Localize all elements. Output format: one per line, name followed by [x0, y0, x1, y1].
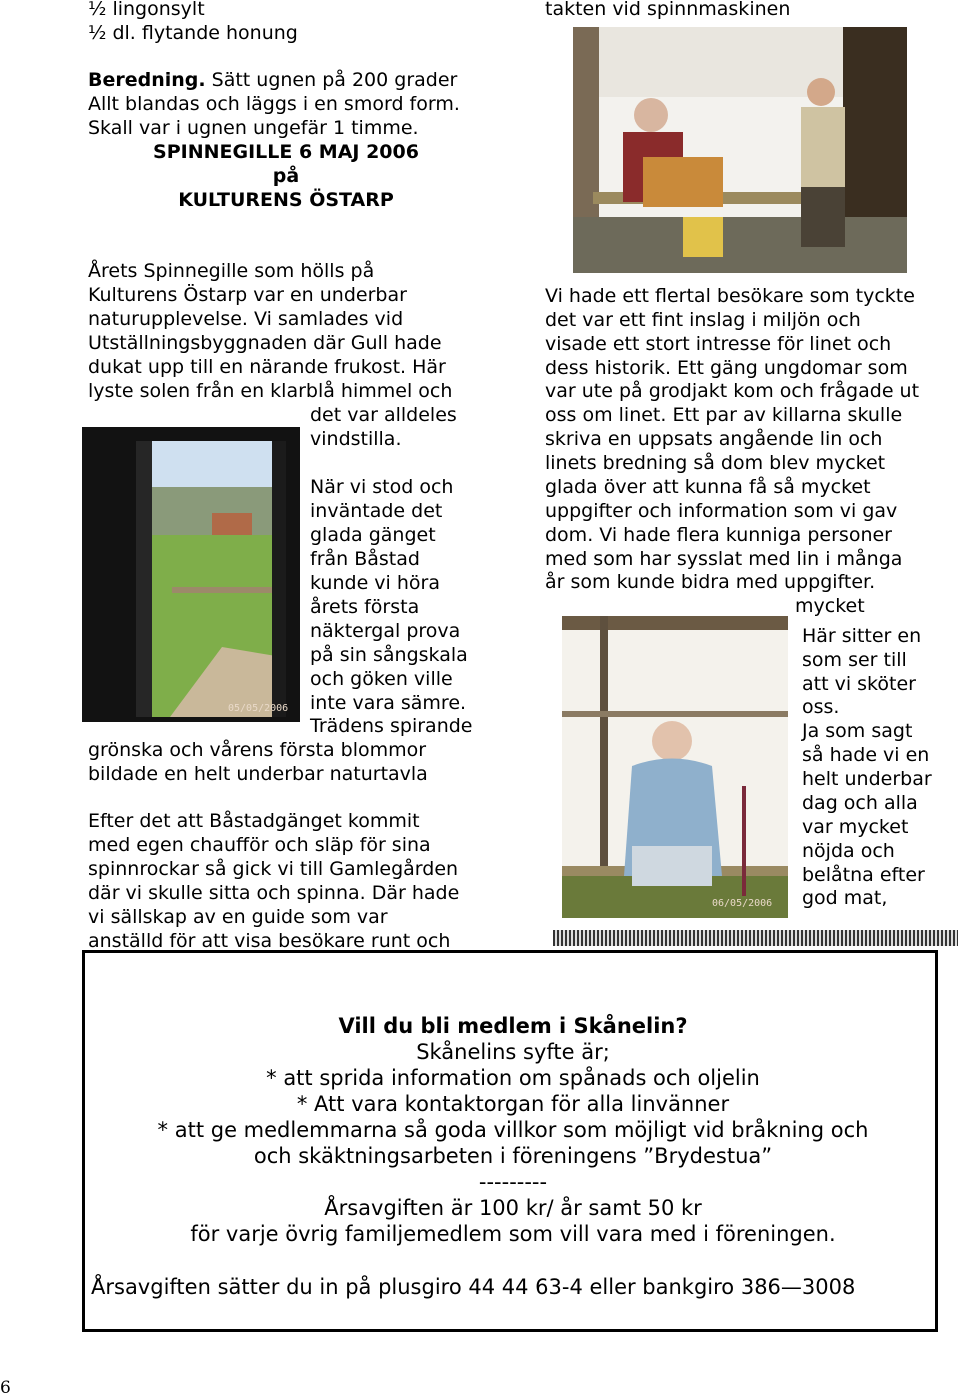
body-line: inte vara sämre. — [310, 692, 467, 714]
caption-line: som ser till — [802, 649, 907, 671]
body-line: visade ett stort intresse för linet och — [545, 333, 892, 355]
body-line: lyste solen från en klarblå himmel och — [88, 380, 453, 402]
body-line: vindstilla. — [310, 428, 402, 450]
ingredient: ½ lingonsylt — [88, 0, 205, 20]
dashed-divider — [553, 930, 958, 946]
caption-line: var mycket — [802, 816, 909, 838]
heading-line: KULTURENS ÖSTARP — [178, 189, 394, 211]
body-line: det var alldeles — [310, 404, 457, 426]
membership-line: * att ge medlemmarna så goda villkor som möjligt vid bråkning och — [157, 1118, 869, 1142]
body-line: Vi hade ett flertal besökare som tyckte — [545, 285, 915, 307]
caption-line: belåtna efter — [802, 864, 925, 886]
woman-photo — [562, 616, 788, 918]
body-line: dess historik. Ett gäng ungdomar som — [545, 357, 908, 379]
body-line: där vi skulle sitta och spinna. Där hade — [88, 882, 460, 904]
page-number: 6 — [0, 1378, 11, 1398]
heading-line: SPINNEGILLE 6 MAJ 2006 — [153, 141, 419, 163]
preparation-label: Beredning. — [88, 69, 206, 91]
membership-line: --------- — [478, 1170, 548, 1194]
recipe-preparation — [88, 68, 457, 92]
membership-payment: Årsavgiften sätter du in på plusgiro 44 44 63-4 eller bankgiro 386—3008 — [91, 1275, 856, 1299]
preparation-text: Sätt ugnen på 200 grader — [205, 69, 458, 91]
body-line: Årets Spinnegille som hölls på — [88, 260, 375, 282]
body-line: dukat upp till en närande frukost. Här — [88, 356, 446, 378]
body-line: med egen chaufför och släp för sina — [88, 834, 431, 856]
photo-date-stamp: 06/05/2006 — [712, 898, 773, 909]
photo-date-stamp: 05/05/2006 — [228, 703, 289, 714]
ingredient: ½ dl. flytande honung — [88, 22, 298, 44]
woman-scene — [562, 616, 788, 918]
caption-line: god mat, — [802, 887, 888, 909]
recipe-step: Skall var i ugnen ungefär 1 timme. — [88, 117, 419, 139]
body-line: vi sällskap av en guide som var — [88, 906, 388, 928]
body-line: Efter det att Båstadgänget kommit — [88, 810, 420, 832]
body-line: När vi stod och — [310, 476, 454, 498]
body-line: anställd för att visa besökare runt och — [88, 930, 451, 952]
body-line: dom. Vi hade flera kunniga personer — [545, 524, 892, 546]
caption-line: att vi sköter — [802, 673, 916, 695]
body-line: linets bredning så dom blev mycket — [545, 452, 886, 474]
body-line: uppgifter och information som vi gav — [545, 500, 898, 522]
body-line: år som kunde bidra med uppgifter. — [545, 571, 876, 593]
membership-line: * att sprida information om spånads och oljelin — [266, 1066, 760, 1090]
body-line: oss om linet. Ett par av killarna skulle — [545, 404, 903, 426]
caption-line: Ja som sagt — [802, 720, 913, 742]
body-line: och göken ville — [310, 668, 453, 690]
caption-line: dag och alla — [802, 792, 918, 814]
body-line: var ute på grodjakt kom och frågade ut — [545, 380, 920, 402]
spinning-scene — [573, 27, 907, 273]
body-line: Utställningsbyggnaden där Gull hade — [88, 332, 442, 354]
body-line: kunde vi höra — [310, 572, 440, 594]
membership-line: och skäktningsarbeten i föreningens ”Brydestua” — [253, 1144, 773, 1168]
caption-line: helt underbar — [802, 768, 932, 790]
heading-line: på — [272, 165, 300, 187]
body-line: mycket — [795, 595, 865, 617]
membership-line: Årsavgiften är 100 kr/ år samt 50 kr — [324, 1196, 702, 1220]
body-line: från Båstad — [310, 548, 420, 570]
recipe-step: Allt blandas och läggs i en smord form. — [88, 93, 460, 115]
membership-line: * Att vara kontaktorgan för alla linvänner — [296, 1092, 730, 1116]
body-line: näktergal prova — [310, 620, 461, 642]
body-line: grönska och vårens första blommor — [88, 739, 427, 761]
body-line: naturupplevelse. Vi samlades vid — [88, 308, 404, 330]
body-line: Kulturens Östarp var en underbar — [88, 284, 407, 306]
body-line: spinnrockar så gick vi till Gamlegården — [88, 858, 459, 880]
spinning-photo — [573, 27, 907, 273]
membership-line: Skånelins syfte är; — [416, 1040, 610, 1064]
body-line: på sin sångskala — [310, 644, 468, 666]
body-line: inväntade det — [310, 500, 443, 522]
body-line: skriva en uppsats angående lin och — [545, 428, 883, 450]
caption-line: oss. — [802, 696, 840, 718]
body-line: glada gänget — [310, 524, 436, 546]
doorway-scene — [82, 427, 300, 722]
body-line: Trädens spirande — [310, 715, 473, 737]
membership-box — [82, 950, 938, 1332]
body-line: med som har sysslat med lin i många — [545, 548, 903, 570]
caption-line: Här sitter en — [802, 625, 922, 647]
body-line: årets första — [310, 596, 420, 618]
caption-line: så hade vi en — [802, 744, 930, 766]
membership-line: för varje övrig familjemedlem som vill vara med i föreningen. — [190, 1222, 836, 1246]
caption-line: nöjda och — [802, 840, 895, 862]
body-line: bildade en helt underbar naturtavla — [88, 763, 428, 785]
doorway-photo — [82, 427, 300, 722]
continued-line: takten vid spinnmaskinen — [545, 0, 791, 20]
body-line: glada över att kunna få så mycket — [545, 476, 871, 498]
body-line: det var ett fint inslag i miljön och — [545, 309, 861, 331]
membership-title: Vill du bli medlem i Skånelin? — [338, 1014, 688, 1038]
